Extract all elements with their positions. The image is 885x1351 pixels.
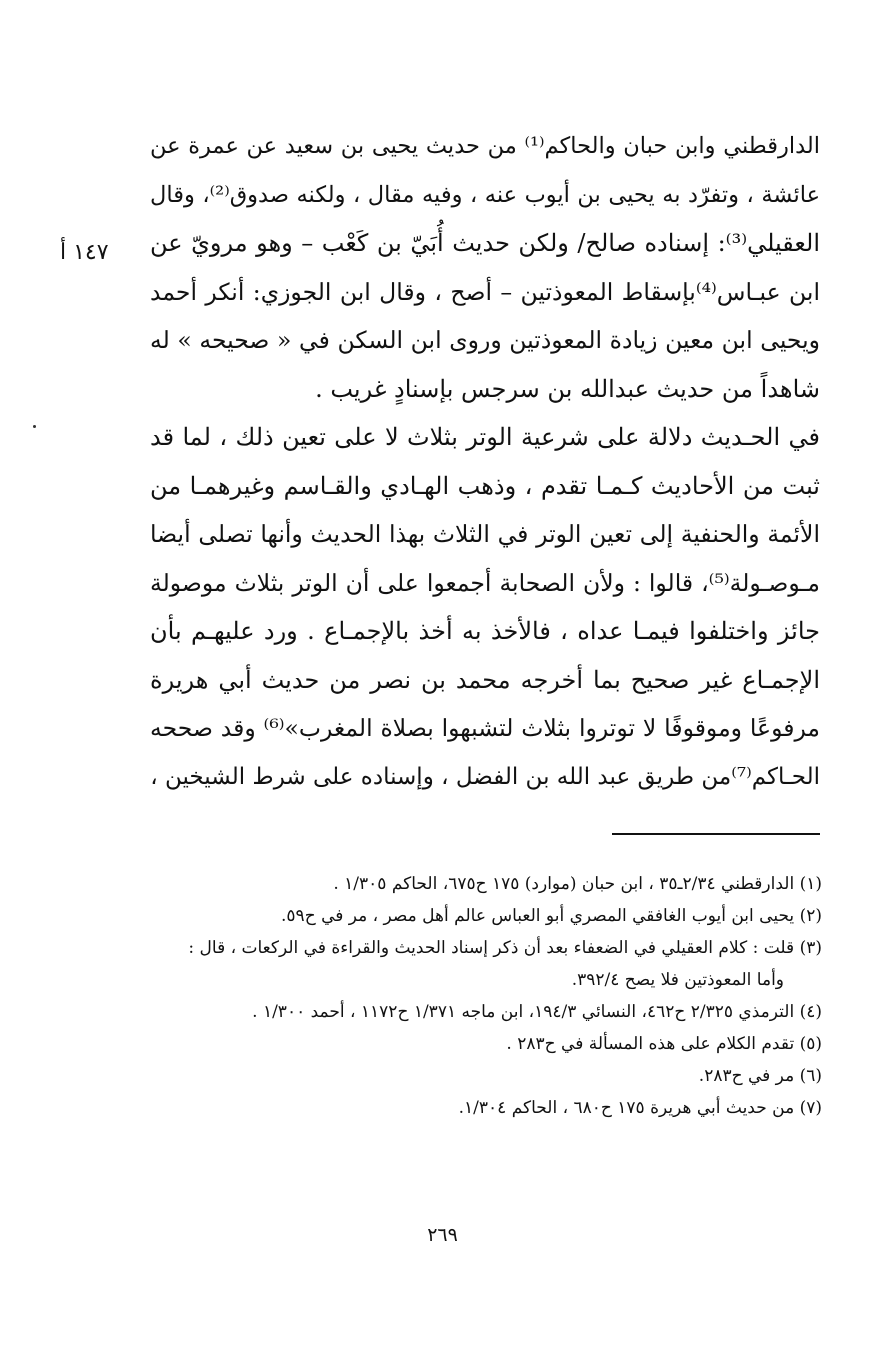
body-line: ثبت من الأحاديث كـمـا تقدم ، وذهب الهـادي والقـاسم وغيرهمـا من [150, 471, 820, 500]
body-line: عائشة ، وتفرّد به يحيى بن أيوب عنه ، وفيه مقال ، ولكنه صدوق⁽²⁾، وقال [150, 181, 821, 208]
body-line: الدارقطني وابن حبان والحاكم⁽¹⁾ من حديث يحيى بن سعيد عن عمرة عن [150, 133, 820, 159]
footnote-line: (٦) مر في ح٢٨٣. [698, 1066, 822, 1086]
body-line: ابن عبـاس⁽⁴⁾بإسقاط المعوذتين – أصح ، وقال ابن الجوزي: أنكر أحمد [150, 277, 820, 306]
footnote-line: (٥) تقدم الكلام على هذه المسألة في ح٢٨٣ . [506, 1034, 822, 1054]
body-line: جائز واختلفوا فيمـا عداه ، فالأخذ به أخذ بالإجمـاع . ورد عليهـم بأن [150, 617, 820, 645]
body-line: في الحـديث دلالة على شرعية الوتر بثلاث لا على تعين ذلك ، لما قد [150, 423, 820, 451]
page-number: ٢٦٩ [427, 1224, 458, 1246]
footnote-separator [612, 833, 820, 835]
footnote-line: (٢) يحيى ابن أيوب الغافقي المصري أبو العباس عالم أهل مصر ، مر في ح٥٩. [281, 906, 822, 926]
footnote-line: (٣) قلت : كلام العقيلي في الضعفاء بعد أن ذكر إسناد الحديث والقراءة في الركعات ، قال : [188, 938, 822, 958]
body-line: العقيلي⁽³⁾: إسناده صالح/ ولكن حديث أُبَيّ بن كَعْب – وهو مرويّ عن [150, 229, 820, 257]
footnote-line: (٧) من حديث أبي هريرة ١٧٥ ح٦٨٠ ، الحاكم ١/٣٠٤. [458, 1098, 822, 1118]
body-line: الحـاكم⁽⁷⁾من طريق عبد الله بن الفضل ، وإسناده على شرط الشيخين ، [150, 763, 820, 790]
main-text [150, 122, 820, 801]
footnote-line: وأما المعوذتين فلا يصح ٣٩٢/٤. [571, 970, 784, 990]
body-line: شاهداً من حديث عبدالله بن سرجس بإسنادٍ غريب . [315, 374, 820, 403]
body-line: مـوصـولة⁽⁵⁾، قالوا : ولأن الصحابة أجمعوا على أن الوتر بثلاث موصولة [150, 568, 820, 597]
body-line: الإجمـاع غير صحيح بما أخرجه محمد بن نصر من حديث أبي هريرة [150, 665, 820, 694]
footnotes [150, 868, 822, 1124]
footnote-line: (٤) الترمذي ٢/٣٢٥ ح٤٦٢، النسائي ١٩٤/٣، ابن ماجه ١/٣٧١ ح١١٧٢ ، أحمد ١/٣٠٠ . [252, 1002, 822, 1022]
scan-speck [33, 425, 36, 428]
body-line: مرفوعًا وموقوفًا لا توتروا بثلاث لتشبهوا بصلاة المغرب»⁽⁶⁾ وقد صححه [150, 714, 820, 742]
margin-folio-note: ١٤٧ أ [60, 240, 109, 265]
body-line: الأئمة والحنفية إلى تعين الوتر في الثلاث بهذا الحديث وأنها تصلى أيضا [150, 520, 820, 548]
footnote-line: (١) الدارقطني ٢/٣٤ـ٣٥ ، ابن حبان (موارد) ١٧٥ ح٦٧٥، الحاكم ١/٣٠٥ . [333, 874, 822, 894]
body-line: ويحيى ابن معين زيادة المعوذتين وروى ابن السكن في « صحيحه » له [150, 326, 820, 354]
